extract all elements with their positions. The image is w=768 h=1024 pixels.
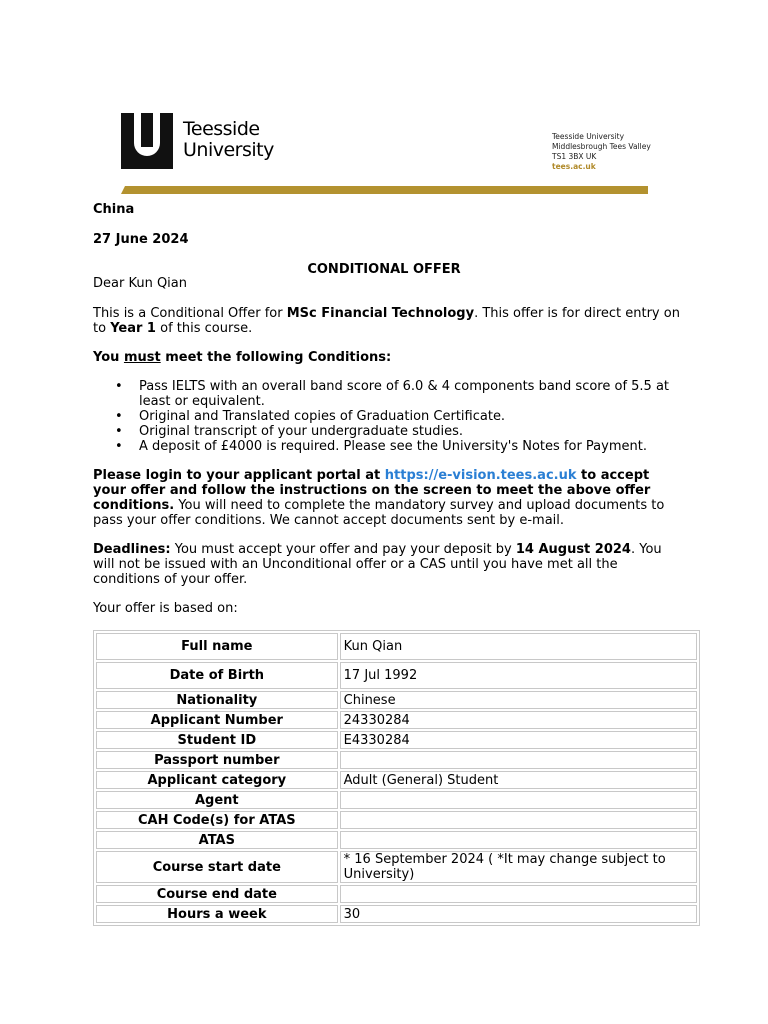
row-value: 30 xyxy=(340,905,697,923)
course-name: MSc Financial Technology xyxy=(286,306,475,321)
table-row xyxy=(96,791,697,809)
recipient-country: China xyxy=(93,202,135,217)
table-row xyxy=(96,711,697,729)
university-logo xyxy=(121,113,281,171)
table-row xyxy=(96,731,697,749)
table-row xyxy=(96,811,697,829)
row-label: Course end date xyxy=(96,885,338,903)
based-on-text: Your offer is based on: xyxy=(93,601,238,616)
heading-emphasis: must xyxy=(123,350,161,365)
row-label: Full name xyxy=(96,633,338,660)
salutation: Dear Kun Qian xyxy=(93,276,187,291)
website-link[interactable]: tees.ac.uk xyxy=(552,162,596,171)
row-value: E4330284 xyxy=(340,731,697,749)
condition-item: • Pass IELTS with an overall band score of 6.0 & 4 components band score of 5.5 at least or equivalent. xyxy=(93,379,683,409)
conditions-heading xyxy=(93,350,683,365)
row-value xyxy=(340,885,697,903)
deadline-date: 14 August 2024 xyxy=(515,542,631,557)
portal-text: to accept your offer and follow the instructions on the screen to meet the above offer conditions. xyxy=(93,468,651,513)
intro-text: . This offer is for direct entry on to xyxy=(93,306,680,336)
applicant-details-table xyxy=(93,630,700,926)
portal-paragraph xyxy=(93,468,683,528)
table-row xyxy=(96,905,697,923)
address-line: Teesside University xyxy=(552,132,625,141)
row-label: Applicant Number xyxy=(96,711,338,729)
applicant-portal-link[interactable]: https://e-vision.tees.ac.uk xyxy=(384,468,577,483)
condition-item: • A deposit of £4000 is required. Please see the University's Notes for Payment. xyxy=(93,439,683,454)
university-shield-icon xyxy=(121,113,173,169)
condition-item: • Original and Translated copies of Graduation Certificate. xyxy=(93,409,683,424)
row-label: Agent xyxy=(96,791,338,809)
intro-paragraph xyxy=(93,306,683,336)
intro-text: of this course. xyxy=(155,321,253,336)
row-value: Chinese xyxy=(340,691,697,709)
row-value: 17 Jul 1992 xyxy=(340,662,697,689)
table-row xyxy=(96,885,697,903)
table-row xyxy=(96,771,697,789)
deadlines-text: . You will not be issued with an Unconditional offer or a CAS until you have met all the conditions of your offer. xyxy=(93,542,662,587)
row-label: Course start date xyxy=(96,851,338,883)
logo-line-2: University xyxy=(183,139,274,161)
row-label: Passport number xyxy=(96,751,338,769)
row-label: Student ID xyxy=(96,731,338,749)
table-row xyxy=(96,851,697,883)
address-line: TS1 3BX UK xyxy=(552,152,597,161)
deadlines-paragraph xyxy=(93,542,683,587)
table-row xyxy=(96,691,697,709)
row-value xyxy=(340,751,697,769)
row-value xyxy=(340,811,697,829)
address-line: Middlesbrough Tees Valley xyxy=(552,142,651,151)
condition-item: • Original transcript of your undergraduate studies. xyxy=(93,424,683,439)
row-label: CAH Code(s) for ATAS xyxy=(96,811,338,829)
row-value: * 16 September 2024 ( *It may change subject to University) xyxy=(340,851,697,883)
row-value: Adult (General) Student xyxy=(340,771,697,789)
row-label: Date of Birth xyxy=(96,662,338,689)
letter-title: CONDITIONAL OFFER xyxy=(307,262,461,277)
header-divider xyxy=(121,186,648,194)
deadlines-label: Deadlines: xyxy=(93,542,171,557)
heading-text: meet the following Conditions: xyxy=(160,350,392,365)
entry-year: Year 1 xyxy=(110,321,156,336)
letter-date: 27 June 2024 xyxy=(93,232,189,247)
heading-text: You xyxy=(93,350,124,365)
row-label: Hours a week xyxy=(96,905,338,923)
conditions-list xyxy=(93,379,683,454)
intro-text: This is a Conditional Offer for xyxy=(93,306,287,321)
row-value xyxy=(340,831,697,849)
table-row xyxy=(96,662,697,689)
table-row xyxy=(96,831,697,849)
row-label: Nationality xyxy=(96,691,338,709)
row-value: 24330284 xyxy=(340,711,697,729)
university-address xyxy=(552,132,651,172)
portal-text: Please login to your applicant portal at xyxy=(93,468,385,483)
row-value: Kun Qian xyxy=(340,633,697,660)
table-row xyxy=(96,633,697,660)
portal-instructions: You will need to complete the mandatory survey and upload documents to pass your offer conditions. We cannot accept documents sent by e-mail. xyxy=(93,498,665,528)
table-row xyxy=(96,751,697,769)
row-label: ATAS xyxy=(96,831,338,849)
row-value xyxy=(340,791,697,809)
logo-wordmark xyxy=(183,119,274,161)
row-label: Applicant category xyxy=(96,771,338,789)
logo-line-1: Teesside xyxy=(183,118,260,140)
deadlines-text: You must accept your offer and pay your deposit by xyxy=(170,542,516,557)
